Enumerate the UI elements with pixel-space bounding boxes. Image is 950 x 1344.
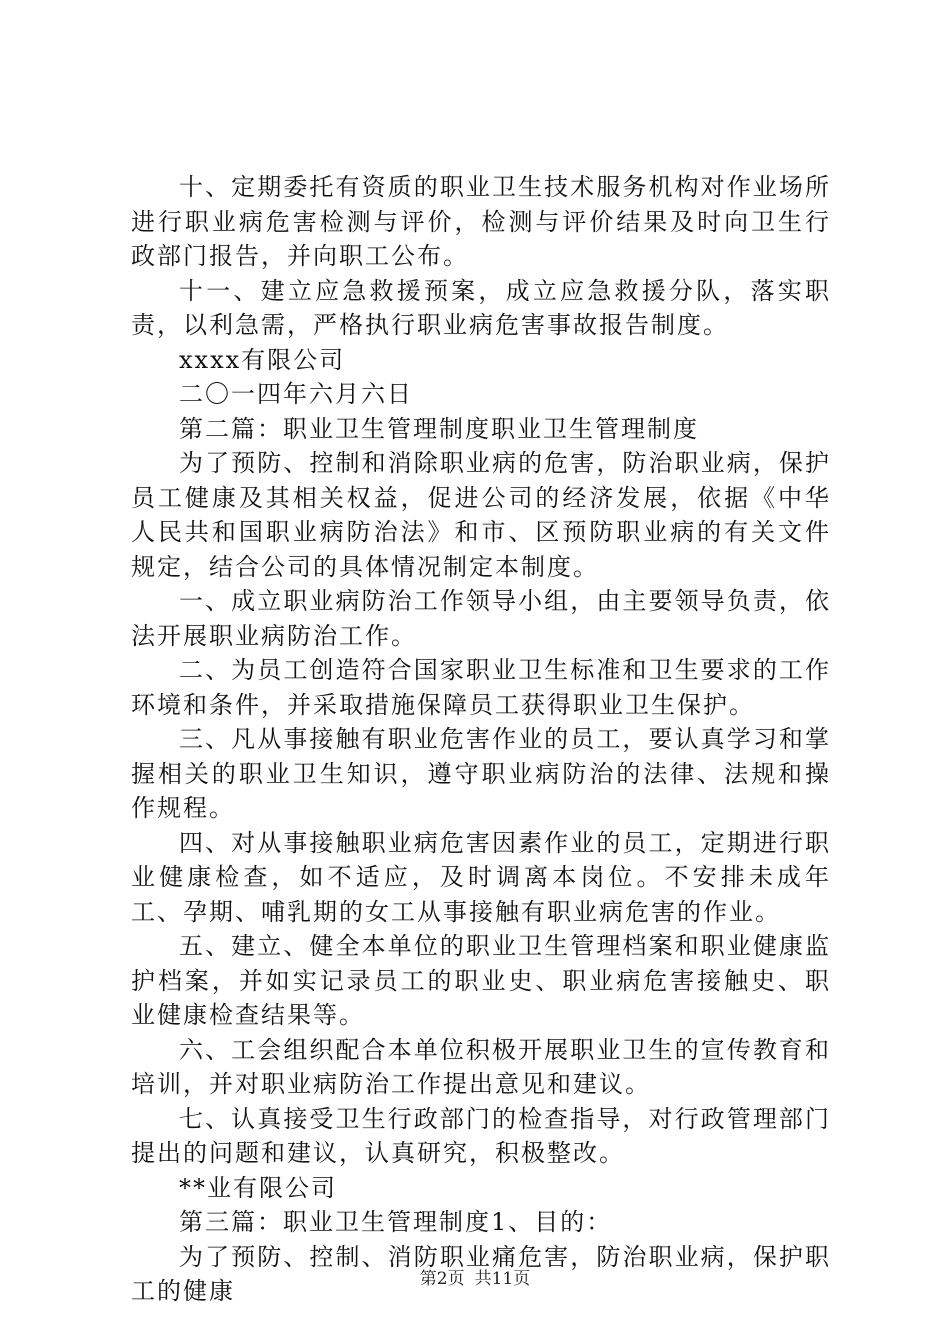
document-date: 二〇一四年六月六日 xyxy=(179,380,413,408)
section-2-item-5: 五、建立、健全本单位的职业卫生管理档案和职业健康监护档案，并如实记录员工的职业史、职业病危害接触史、职业健康检查结果等。 xyxy=(131,932,831,1029)
document-body xyxy=(131,170,831,1309)
section-2-item-3: 三、凡从事接触有职业危害作业的员工，要认真学习和掌握相关的职业卫生知识，遵守职业病防治的法律、法规和操作规程。 xyxy=(131,725,831,822)
section-2-item-7: 七、认真接受卫生行政部门的检查指导，对行政管理部门提出的问题和建议，认真研究，积极整改。 xyxy=(131,1104,831,1167)
paragraph-item-11: 十一、建立应急救援预案，成立应急救援分队，落实职责，以利急需，严格执行职业病危害事故报告制度。 xyxy=(131,276,831,339)
section-2-item-4: 四、对从事接触职业病危害因素作业的员工，定期进行职业健康检查，如不适应，及时调离本岗位。不安排未成年工、孕期、哺乳期的女工从事接触有职业病危害的作业。 xyxy=(131,828,831,926)
section-2-item-6: 六、工会组织配合本单位积极开展职业卫生的宣传教育和培训，并对职业病防治工作提出意见和建议。 xyxy=(131,1035,831,1098)
page-number: 第2页 xyxy=(419,1269,465,1289)
section-2-item-1: 一、成立职业病防治工作领导小组，由主要领导负责，依法开展职业病防治工作。 xyxy=(131,587,831,650)
company-signature: xxxx有限公司 xyxy=(179,345,346,374)
page-total: 共11页 xyxy=(474,1269,531,1289)
section-2-item-2: 二、为员工创造符合国家职业卫生标准和卫生要求的工作环境和条件，并采取措施保障员工获得职业卫生保护。 xyxy=(131,656,831,719)
paragraph-item-10: 十、定期委托有资质的职业卫生技术服务机构对作业场所进行职业病危害检测与评价，检测与评价结果及时向卫生行政部门报告，并向职工公布。 xyxy=(131,173,831,270)
section-heading-3: 第三篇：职业卫生管理制度1、目的： xyxy=(179,1208,613,1236)
company-signature-2: **业有限公司 xyxy=(179,1173,337,1202)
page-footer xyxy=(0,1268,950,1290)
section-heading-2: 第二篇：职业卫生管理制度职业卫生管理制度 xyxy=(179,414,699,443)
section-2-intro: 为了预防、控制和消除职业病的危害，防治职业病，保护员工健康及其相关权益，促进公司的经济发展，依据《中华人民共和国职业病防治法》和市、区预防职业病的有关文件规定，结合公司的具体情况制定本制度。 xyxy=(131,449,831,581)
section-3-intro: 为了预防、控制、消防职业痛危害，防治职业病，保护职工的健康 xyxy=(131,1242,831,1305)
